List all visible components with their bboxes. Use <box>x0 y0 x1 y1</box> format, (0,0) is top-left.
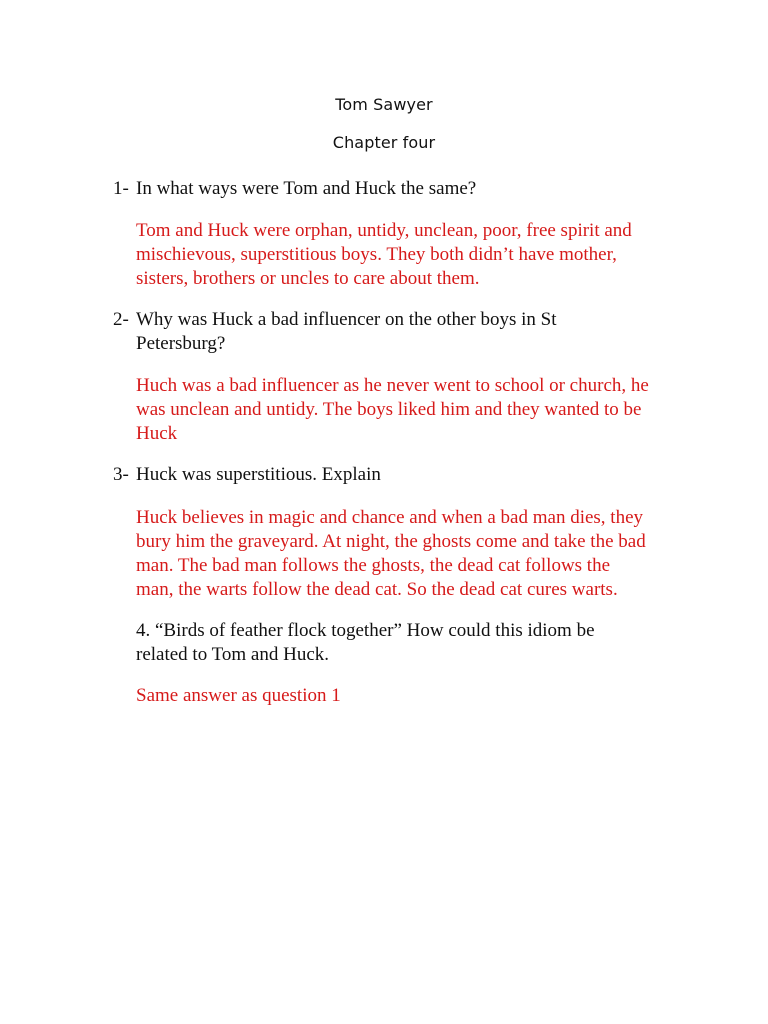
question-2 <box>113 308 557 356</box>
answer-line: Huck believes in magic and chance and when a bad man dies, they <box>136 507 644 528</box>
answer-line: bury him the graveyard. At night, the ghosts come and take the bad <box>136 531 646 552</box>
question-line: In what ways were Tom and Huck the same? <box>136 178 477 199</box>
answer-line: mischievous, superstitious boys. They both didn’t have mother, <box>136 244 617 265</box>
question-4 <box>136 619 595 667</box>
question-line: Huck was superstitious. Explain <box>136 464 381 485</box>
answer-2 <box>136 374 696 446</box>
question-number: 3- <box>113 464 129 485</box>
question-number: 4. <box>136 620 151 641</box>
answer-4 <box>136 684 696 708</box>
answer-line: Huch was a bad influencer as he never went to school or church, he <box>136 375 649 396</box>
chapter-heading: Chapter four <box>332 133 436 152</box>
answer-3 <box>136 506 696 602</box>
question-line: related to Tom and Huck. <box>136 644 330 665</box>
question-text <box>113 177 476 201</box>
answer-line: Tom and Huck were orphan, untidy, unclean, poor, free spirit and <box>136 220 632 241</box>
answer-line: man. The bad man follows the ghosts, the dead cat follows the <box>136 555 611 576</box>
answer-1 <box>136 219 696 291</box>
question-text <box>113 308 557 356</box>
question-1 <box>113 177 476 201</box>
question-line: Petersburg? <box>136 333 226 354</box>
answer-line: man, the warts follow the dead cat. So the dead cat cures warts. <box>136 579 618 600</box>
question-line: Why was Huck a bad influencer on the other boys in St <box>136 309 557 330</box>
answer-line: Same answer as question 1 <box>136 685 341 706</box>
question-line <box>136 619 595 643</box>
question-number: 2- <box>113 309 129 330</box>
answer-line: Huck <box>136 423 178 444</box>
document-title: Tom Sawyer <box>335 95 433 114</box>
answer-line: was unclean and untidy. The boys liked him and they wanted to be <box>136 399 642 420</box>
question-text <box>113 463 381 487</box>
question-3 <box>113 463 381 487</box>
answer-line: sisters, brothers or uncles to care about them. <box>136 268 480 289</box>
question-text: “Birds of feather flock together” How could this idiom be <box>155 620 595 641</box>
question-number: 1- <box>113 178 129 199</box>
